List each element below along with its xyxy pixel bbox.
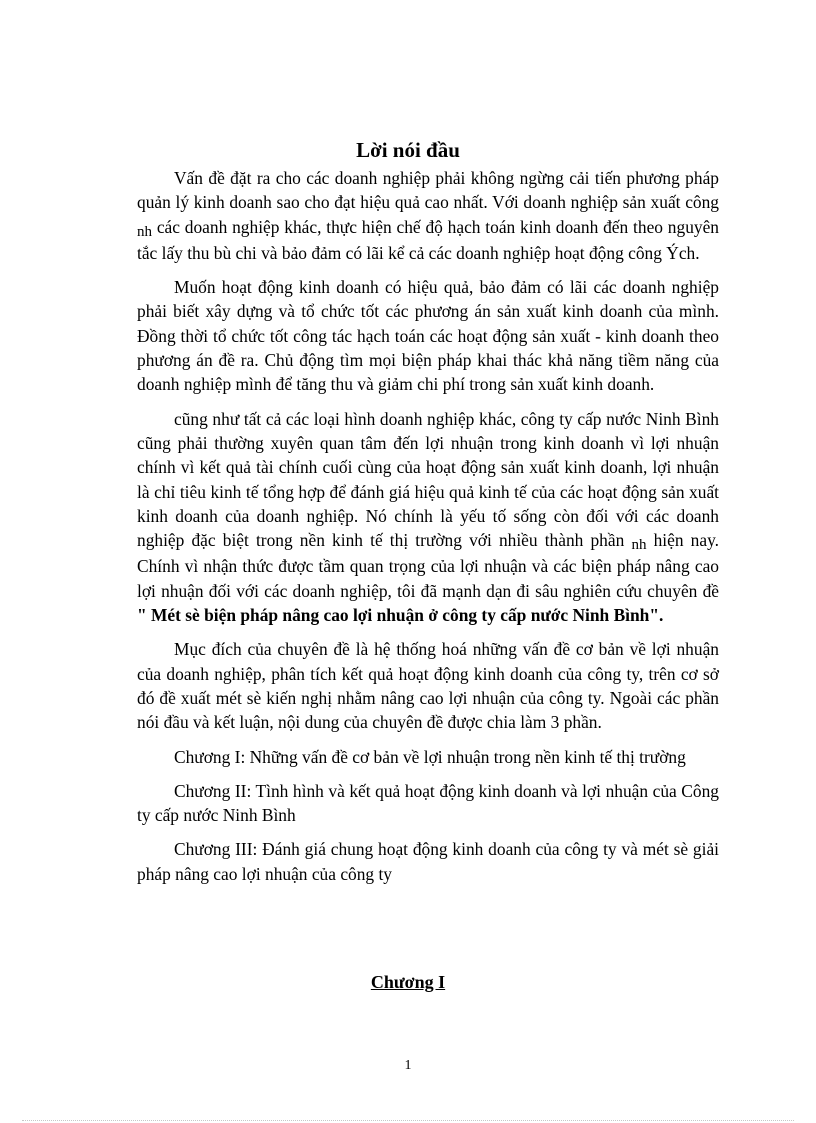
chapter-1-line: Chương I: Những vấn đề cơ bản về lợi nhuận trong nền kinh tế thị trường bbox=[174, 746, 686, 767]
chapter-3-line: Chương III: Đánh giá chung hoạt động kinh doanh của công ty và mét sè giải pháp nâng cao lợi nhuận của công ty bbox=[137, 839, 719, 884]
paragraph-1-part-a: Vấn đề đặt ra cho các doanh nghiệp phải không ngừng cải tiến phương pháp quản lý kinh doanh sao cho đạt hiệu quả cao nhất. Với doanh nghiệp sản xuất công bbox=[137, 168, 719, 213]
paragraph-3-nh: nh bbox=[631, 537, 647, 554]
chapter-heading: Chương I bbox=[370, 972, 446, 992]
document-title: Lời nói đầu bbox=[356, 138, 460, 162]
paragraph-3 bbox=[137, 407, 719, 628]
paragraph-3-part-b: hiện nay. Chính vì nhận thức được tầm quan trọng của lợi nhuận và các biện pháp nâng cao lợi nhuận đối với các doanh nghiệp, tôi đã mạnh dạn đi sâu nghiên cứu chuyên đề bbox=[137, 530, 719, 601]
chapter-2-line: Chương II: Tình hình và kết quả hoạt động kinh doanh và lợi nhuận của Công ty cấp nước Ninh Bình bbox=[137, 780, 719, 826]
paragraph-1-part-b: các doanh nghiệp khác, thực hiện chế độ hạch toán kinh doanh đến theo nguyên tắc lấy thu bù chi và bảo đảm có lãi kể cả các doanh nghiệp hoạt động công Ých. bbox=[137, 216, 719, 263]
paragraph-1 bbox=[137, 166, 719, 265]
paragraph-3-part-a: cũng như tất cả các loại hình doanh nghiệp khác, công ty cấp nước Ninh Bình cũng phải thường xuyên quan tâm đến lợi nhuận trong kinh doanh vì lợi nhuận chính vì kết quả tài chính cuối cùng của hoạt động sản xuất kinh doanh, lợi nhuận là chỉ tiêu kinh tế tổng hợp để đánh giá hiệu quả kinh tế của các hoạt động sản xuất kinh doanh của doanh nghiệp. Nó chính là yếu tố sống còn đối với các doanh nghiệp đặc biệt trong nền kinh tế thị trường với nhiều thành phần bbox=[137, 408, 719, 551]
body-text bbox=[137, 166, 719, 886]
page-bottom-divider bbox=[22, 1120, 794, 1121]
paragraph-4: Mục đích của chuyên đề là hệ thống hoá những vấn đề cơ bản về lợi nhuận của doanh nghiệp, phân tích kết quả hoạt động kinh doanh của công ty, trên cơ sở đó đề xuất mét sè kiến nghị nhằm nâng cao lợi nhuận của công ty. Ngoài các phần nói đầu và kết luận, nội dung của chuyên đề được chia làm 3 phần. bbox=[137, 639, 719, 733]
paragraph-1-nh: nh bbox=[137, 223, 152, 240]
paragraph-2: Muốn hoạt động kinh doanh có hiệu quả, bảo đảm có lãi các doanh nghiệp phải biết xây dựng và tổ chức tốt các phương án sản xuất kinh doanh của mình. Đồng thời tổ chức tốt công tác hạch toán các hoạt động sản xuất - kinh doanh theo phương án đề ra. Chủ động tìm mọi biện pháp khai thác khả năng tiềm năng của doanh nghiệp mình để tăng thu và giảm chi phí trong sản xuất kinh doanh. bbox=[137, 277, 719, 395]
page-number: 1 bbox=[404, 1058, 412, 1073]
topic-title-bold: " Mét sè biện pháp nâng cao lợi nhuận ở công ty cấp nước Ninh Bình". bbox=[137, 605, 664, 626]
